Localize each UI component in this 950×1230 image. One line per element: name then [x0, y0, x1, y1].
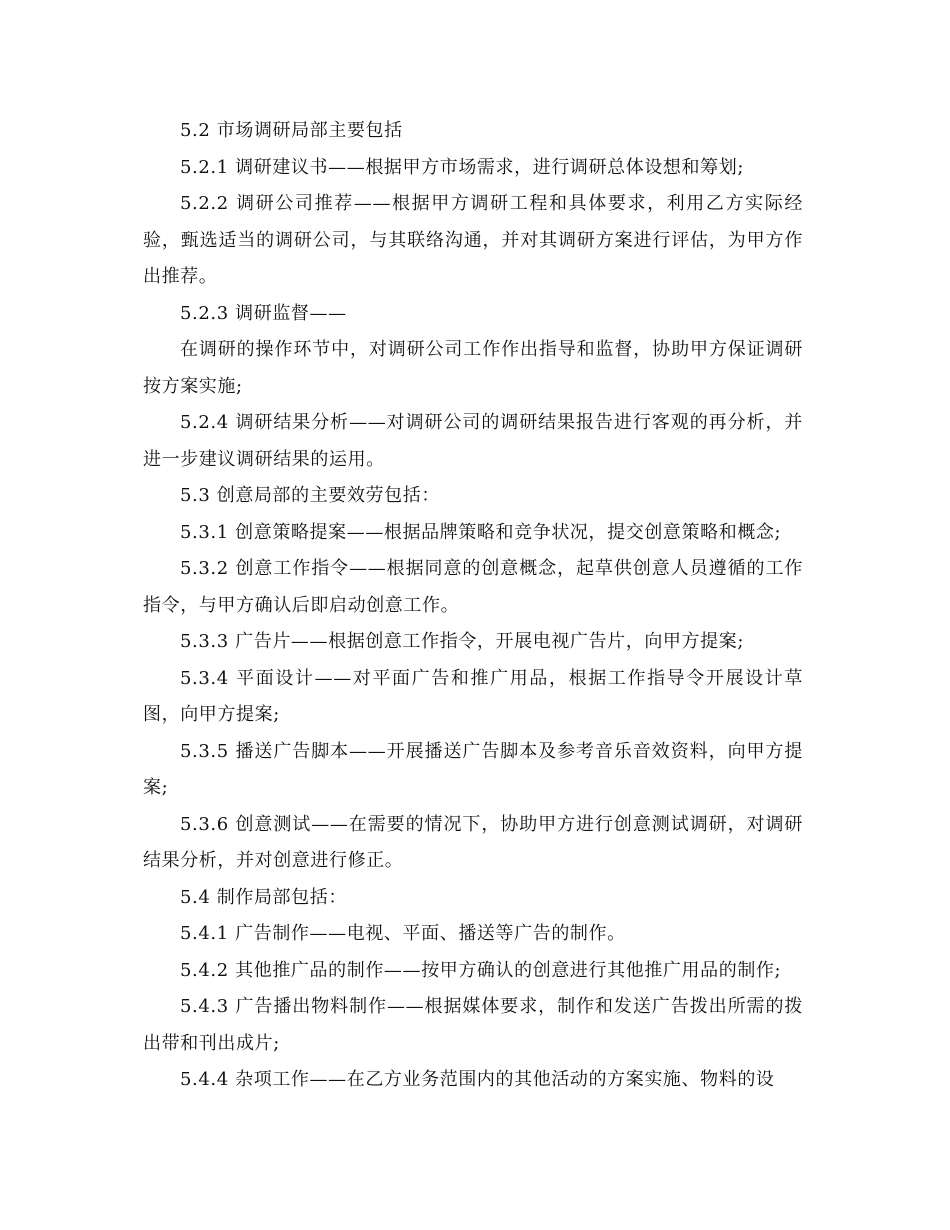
paragraph-5-4-1: 5.4.1 广告制作——电视、平面、播送等广告的制作。: [180, 923, 626, 944]
document-body: [143, 113, 803, 1099]
paragraph-5-4-4: 5.4.4 杂项工作——在乙方业务范围内的其他活动的方案实施、物料的设: [180, 1069, 775, 1090]
paragraph-5-2-4: 5.2.4 调研结果分析——对调研公司的调研结果报告进行客观的再分析，并进一步建议调研结果的运用。: [143, 412, 803, 470]
paragraph-5-3-1: 5.3.1 创意策略提案——根据品牌策略和竞争状况，提交创意策略和概念;: [180, 521, 782, 543]
paragraph-5-3: 5.3 创意局部的主要效劳包括：: [180, 485, 440, 506]
paragraph-5-4-3: 5.4.3 广告播出物料制作——根据媒体要求，制作和发送广告拨出所需的拨出带和刊出成片;: [143, 996, 803, 1054]
paragraph-5-3-3: 5.3.3 广告片——根据创意工作指令，开展电视广告片，向甲方提案;: [180, 631, 744, 652]
paragraph-5-2-1: 5.2.1 调研建议书——根据甲方市场需求，进行调研总体设想和筹划;: [180, 156, 744, 178]
paragraph-5-2-2: 5.2.2 调研公司推荐——根据甲方调研工程和具体要求，利用乙方实际经验，甄选适当的调研公司，与其联络沟通，并对其调研方案进行评估，为甲方作出推荐。: [143, 193, 803, 287]
paragraph-5-3-6: 5.3.6 创意测试——在需要的情况下，协助甲方进行创意测试调研，对调研结果分析，并对创意进行修正。: [143, 813, 803, 871]
paragraph-5-2-3: 5.2.3 调研监督——: [180, 302, 347, 324]
paragraph-5-4: 5.4 制作局部包括：: [180, 886, 347, 908]
paragraph-5-3-5: 5.3.5 播送广告脚本——开展播送广告脚本及参考音乐音效资料，向甲方提案;: [143, 740, 803, 798]
paragraph-5-4-2: 5.4.2 其他推广品的制作——按甲方确认的创意进行其他推广用品的制作;: [180, 959, 782, 981]
paragraph-5-2-3-body: 在调研的操作环节中，对调研公司工作作出指导和监督，协助甲方保证调研按方案实施;: [143, 339, 803, 397]
paragraph-5-3-2: 5.3.2 创意工作指令——根据同意的创意概念，起草供创意人员遵循的工作指令，与甲方确认后即启动创意工作。: [143, 558, 803, 616]
paragraph-5-2: 5.2 市场调研局部主要包括: [180, 120, 403, 141]
paragraph-5-3-4: 5.3.4 平面设计——对平面广告和推广用品，根据工作指导令开展设计草图，向甲方提案;: [143, 667, 803, 725]
